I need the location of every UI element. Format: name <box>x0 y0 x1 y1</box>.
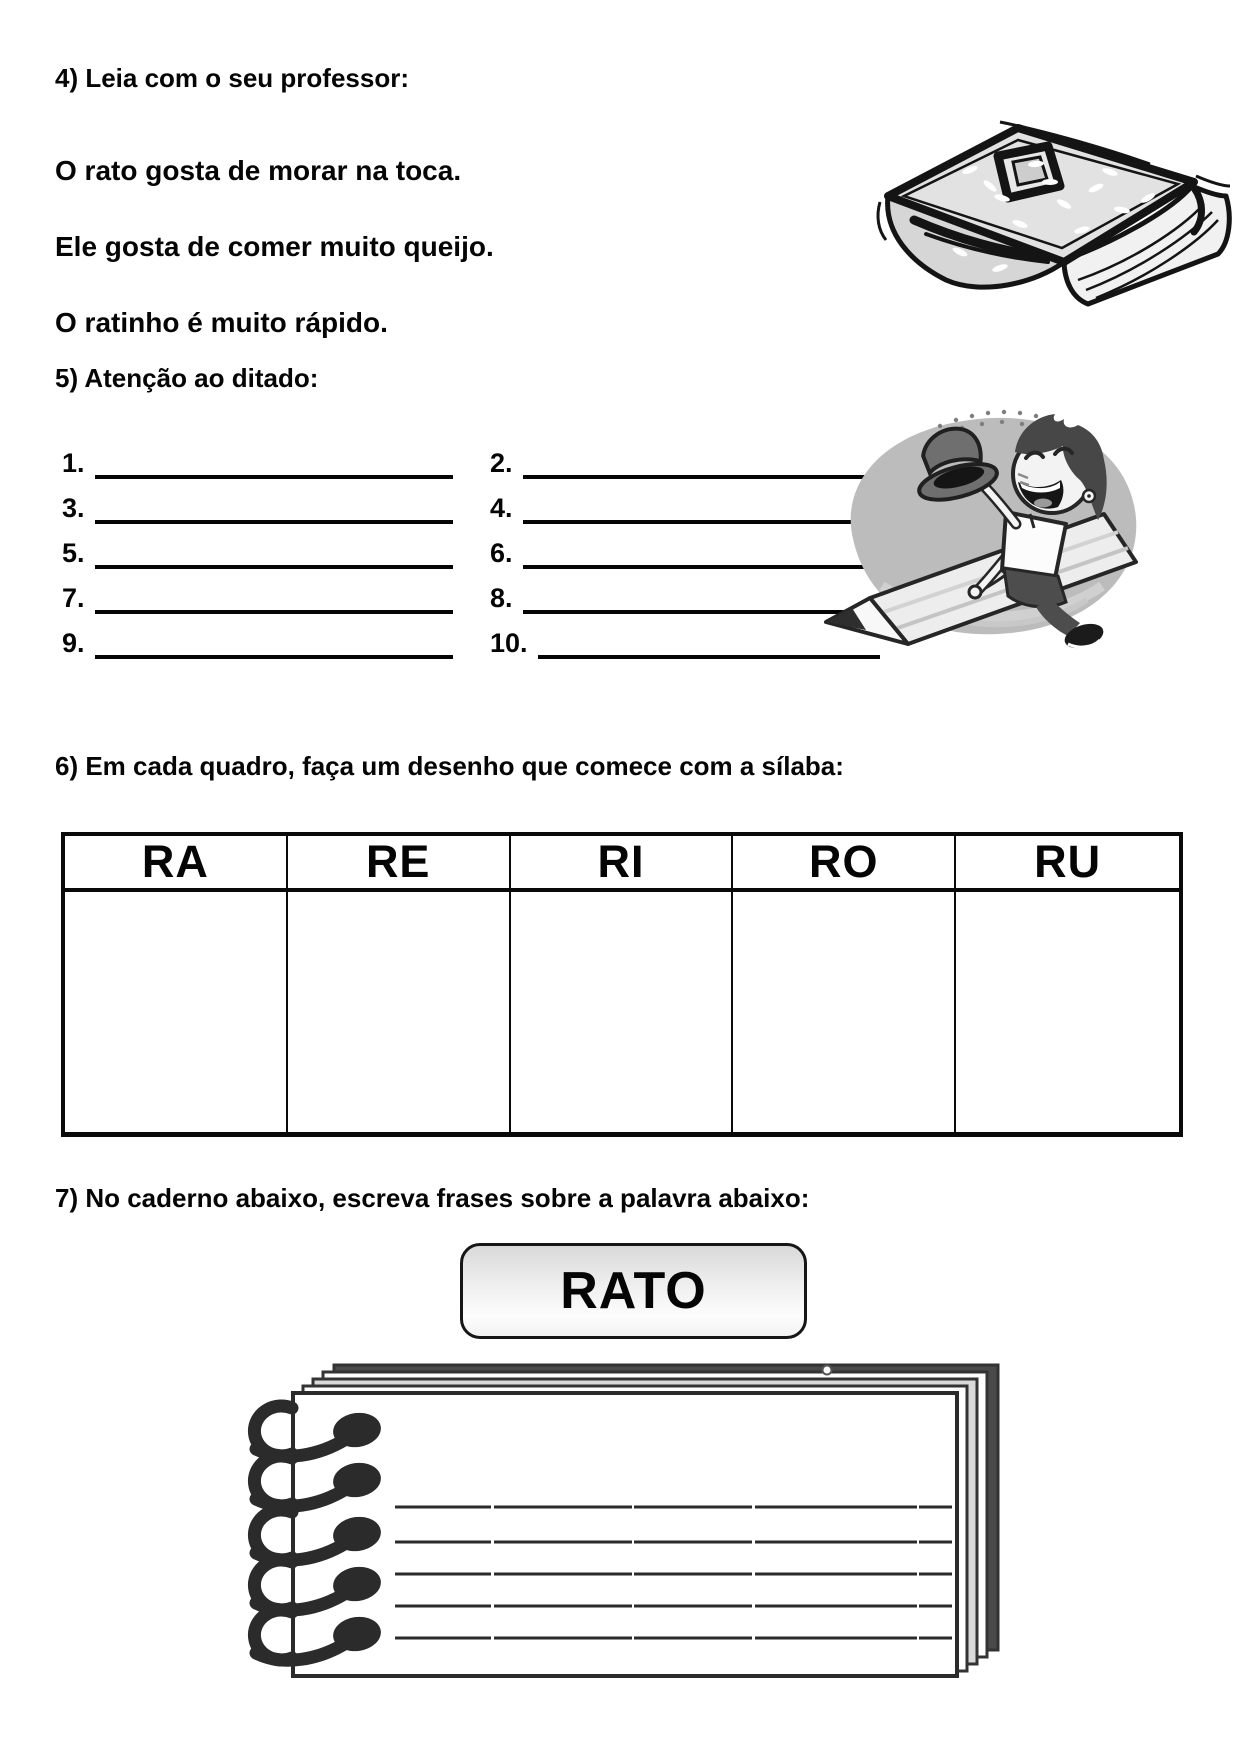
reading-sentence-1: O rato gosta de morar na toca. <box>55 155 462 186</box>
dictation-number: 3. <box>62 493 85 523</box>
dictation-item <box>62 434 453 479</box>
syllable-table <box>61 832 1183 1137</box>
dictation-number: 6. <box>490 538 513 568</box>
dictation-item <box>62 569 453 614</box>
section-4-heading: 4) Leia com o seu professor: <box>55 63 409 93</box>
dictation-list <box>62 434 880 659</box>
dictation-number: 7. <box>62 583 85 613</box>
dictation-item <box>62 614 453 659</box>
dictation-item <box>62 524 453 569</box>
syllable-header-re: RE <box>288 836 511 892</box>
drawing-cell-ra[interactable] <box>65 892 288 1132</box>
syllable-header-ri: RI <box>511 836 734 892</box>
dictation-number: 9. <box>62 628 85 658</box>
syllable-header-ru: RU <box>956 836 1179 892</box>
dictation-number: 8. <box>490 583 513 613</box>
answer-line-1[interactable] <box>95 445 453 479</box>
keyword-box <box>460 1243 807 1339</box>
notebook-front-page <box>293 1393 957 1676</box>
reading-sentence-2: Ele gosta de comer muito queijo. <box>55 231 494 262</box>
section-6-heading: 6) Em cada quadro, faça um desenho que comece com a sílaba: <box>55 751 844 781</box>
drawing-cell-ri[interactable] <box>511 892 734 1132</box>
syllable-header-ro: RO <box>733 836 956 892</box>
dictation-item <box>62 479 453 524</box>
book-illustration <box>850 112 1240 312</box>
dictation-number: 5. <box>62 538 85 568</box>
drawing-cell-ro[interactable] <box>733 892 956 1132</box>
answer-line-3[interactable] <box>95 490 453 524</box>
dictation-number: 2. <box>490 448 513 478</box>
reading-sentence-3: O ratinho é muito rápido. <box>55 307 388 338</box>
answer-line-9[interactable] <box>95 625 453 659</box>
dictation-number: 1. <box>62 448 85 478</box>
answer-line-7[interactable] <box>95 580 453 614</box>
dictation-number: 10. <box>490 628 528 658</box>
syllable-header-ra: RA <box>65 836 288 892</box>
notebook-illustration <box>240 1356 1005 1706</box>
drawing-cell-re[interactable] <box>288 892 511 1132</box>
dictation-number: 4. <box>490 493 513 523</box>
drawing-cell-ru[interactable] <box>956 892 1179 1132</box>
notebook-tab-dot <box>823 1366 832 1375</box>
boy-pencil-illustration <box>812 386 1147 656</box>
answer-line-5[interactable] <box>95 535 453 569</box>
section-5-heading: 5) Atenção ao ditado: <box>55 363 319 393</box>
keyword-text: RATO <box>560 1262 707 1320</box>
section-7-heading: 7) No caderno abaixo, escreva frases sobre a palavra abaixo: <box>55 1183 810 1213</box>
